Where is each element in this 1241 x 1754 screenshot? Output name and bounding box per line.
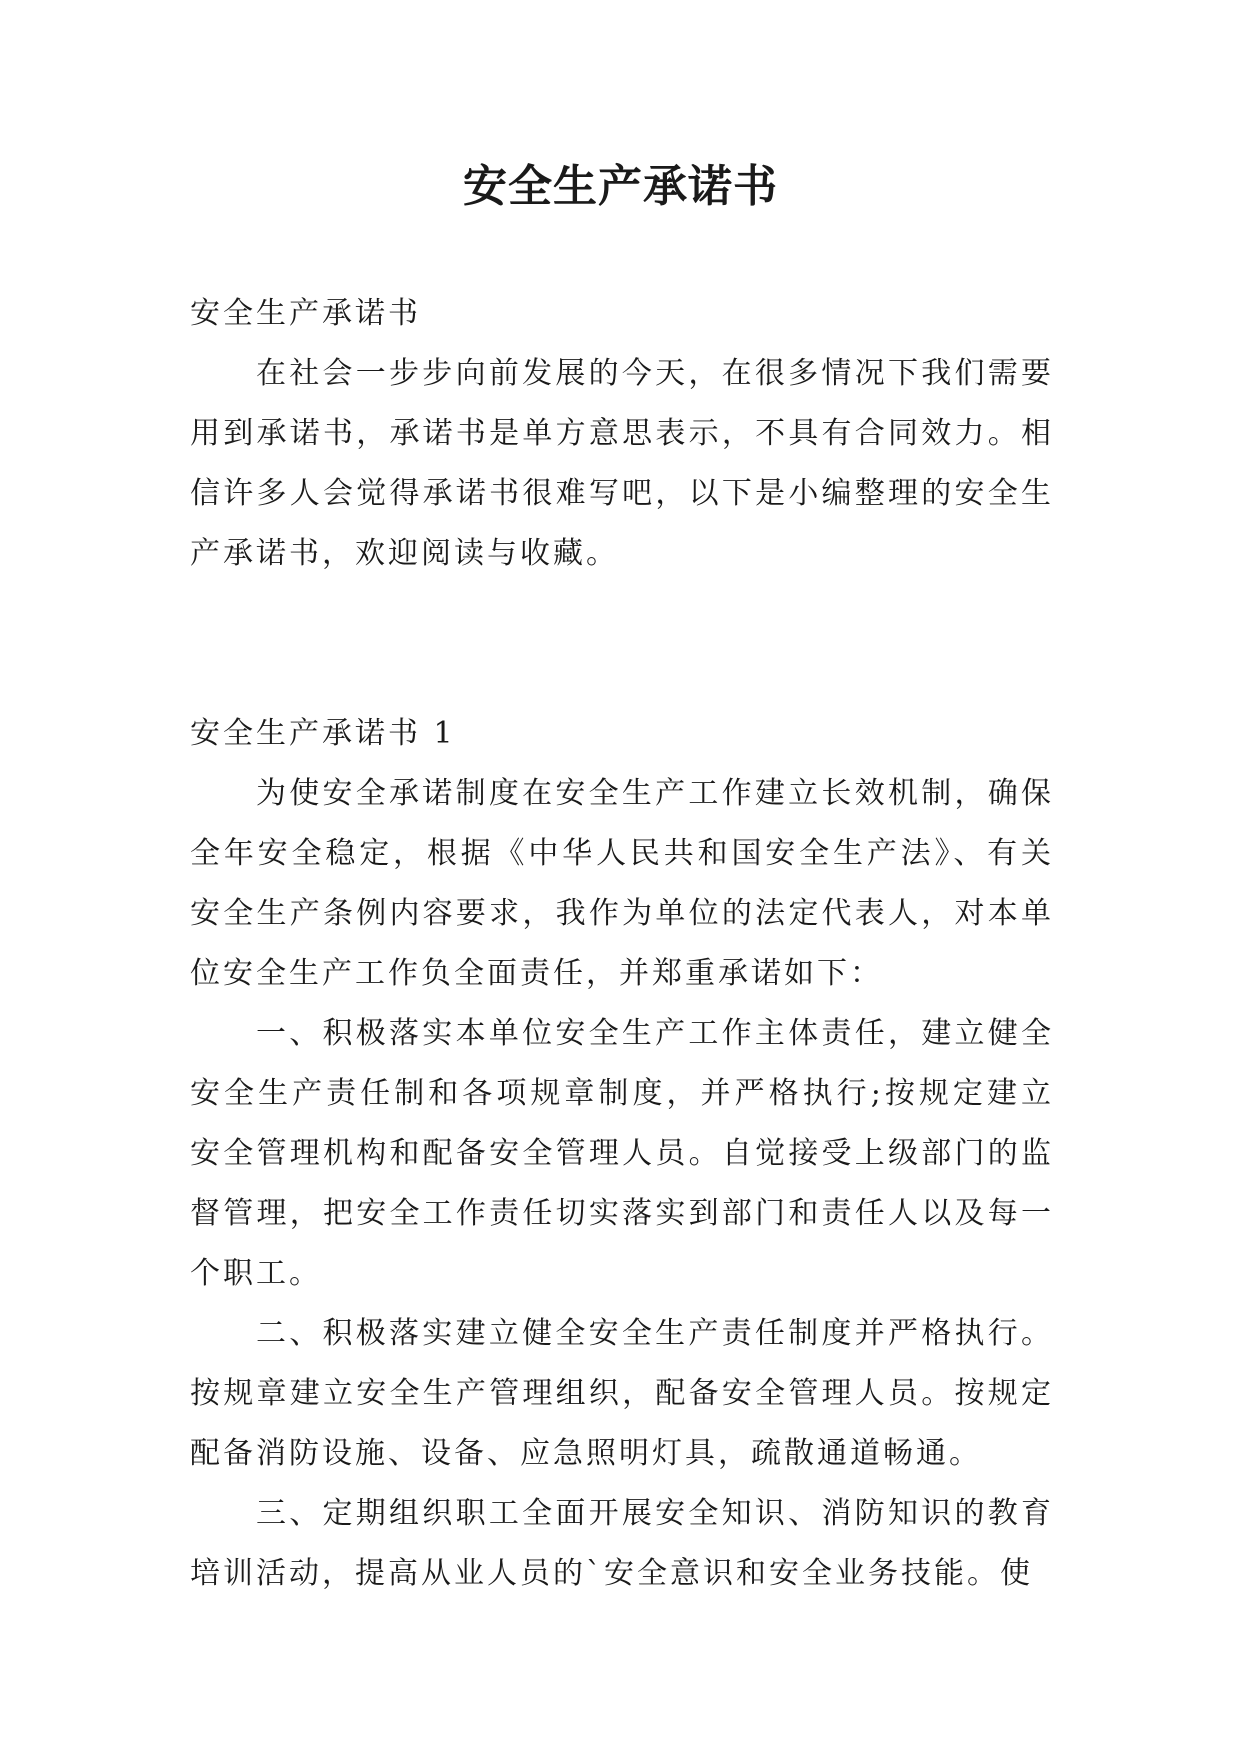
section1-heading: 安全生产承诺书 1	[190, 716, 456, 751]
paragraph-item-3: 三、定期组织职工全面开展安全知识、消防知识的教育培训活动，提高从业人员的`安全意识和安全业务技能。使	[190, 1496, 1054, 1591]
document-body	[190, 284, 1054, 1604]
paragraph-preamble: 为使安全承诺制度在安全生产工作建立长效机制，确保全年安全稳定，根据《中华人民共和国安全生产法》、有关安全生产条例内容要求，我作为单位的法定代表人，对本单位安全生产工作负全面责任，并郑重承诺如下：	[190, 776, 1054, 991]
document-title: 安全生产承诺书	[463, 161, 778, 212]
intro-paragraph: 在社会一步步向前发展的今天，在很多情况下我们需要用到承诺书，承诺书是单方意思表示，不具有合同效力。相信许多人会觉得承诺书很难写吧，以下是小编整理的安全生产承诺书，欢迎阅读与收藏。	[190, 356, 1054, 571]
paragraph-item-1: 一、积极落实本单位安全生产工作主体责任，建立健全安全生产责任制和各项规章制度，并严格执行;按规定建立安全管理机构和配备安全管理人员。自觉接受上级部门的监督管理，把安全工作责任切实落实到部门和责任人以及每一个职工。	[190, 1016, 1054, 1291]
paragraph-item-2: 二、积极落实建立健全安全生产责任制度并严格执行。按规章建立安全生产管理组织，配备安全管理人员。按规定配备消防设施、设备、应急照明灯具，疏散通道畅通。	[190, 1316, 1054, 1471]
intro-heading: 安全生产承诺书	[190, 296, 421, 331]
section-spacer	[190, 584, 1054, 704]
